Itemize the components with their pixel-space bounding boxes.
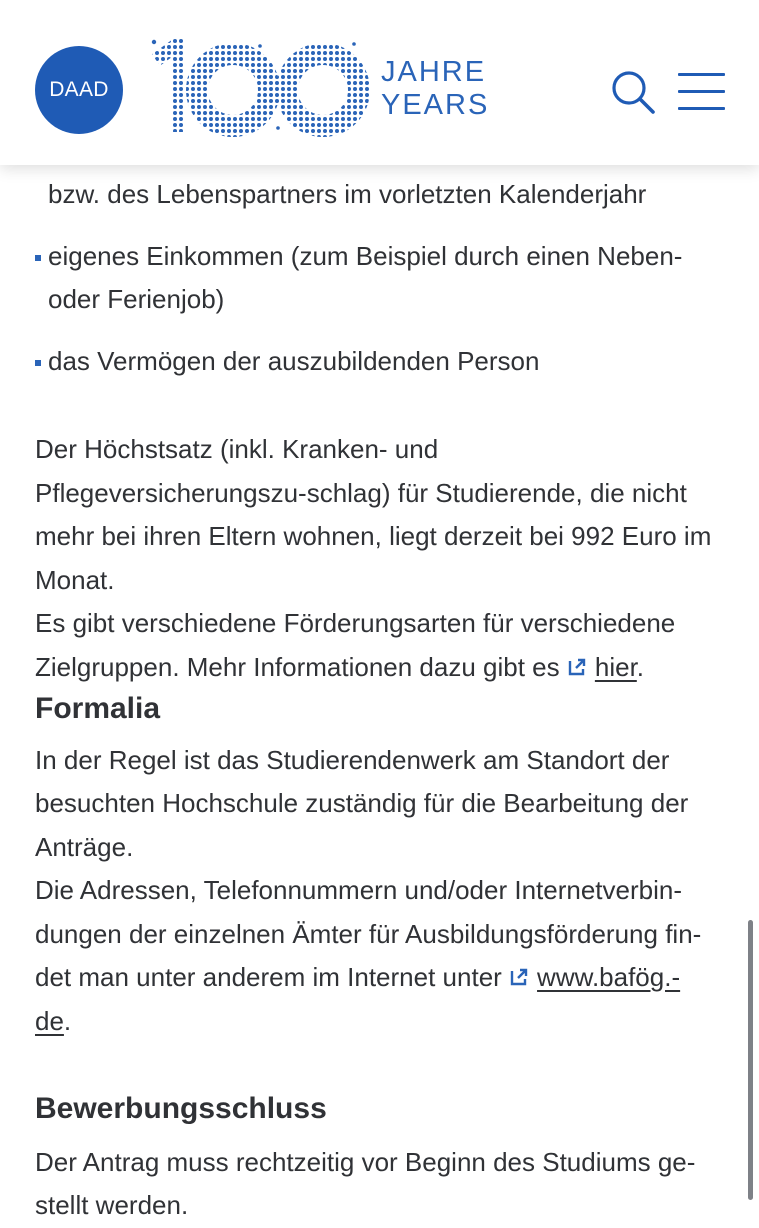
anniversary-line-2: YEARS xyxy=(381,89,490,121)
bafoeg-link[interactable]: www.bafög.-de xyxy=(35,962,681,1036)
scrollbar[interactable] xyxy=(748,920,753,1200)
anniversary-line-1: JAHRE xyxy=(381,56,487,88)
logo-text: DAAD xyxy=(49,78,109,101)
search-icon xyxy=(610,70,658,116)
anniversary-number: 100 xyxy=(260,134,262,135)
paragraph-max-rate: Der Höchstsatz (inkl. Kranken- und Pflegeversicherungszu-schlag) für Studierende, die nicht mehr bei ihren Eltern wohnen, liegt derzeit bei 992 Euro im Monat. xyxy=(35,434,712,595)
bullet-square-icon xyxy=(35,255,41,261)
anniversary-text xyxy=(381,56,489,122)
heading-bewerbungsschluss: Bewerbungsschluss xyxy=(35,1092,327,1125)
list-item xyxy=(35,235,715,322)
external-link-icon xyxy=(567,657,589,677)
search-button[interactable] xyxy=(610,70,658,116)
menu-button[interactable] xyxy=(678,71,726,113)
list-item-text: das Vermögen der auszubildenden Person xyxy=(48,345,540,376)
external-link-icon xyxy=(509,967,531,987)
paragraph-funding-types: Es gibt verschiedene Förderungsarten für verschiedene Zielgruppen. Mehr Informationen dazu gibt es hier. xyxy=(35,608,676,682)
site-header xyxy=(0,0,759,165)
bullet-square-icon xyxy=(35,360,41,366)
paragraph-formalia-2: Die Adressen, Telefonnummern und/oder Internetverbin-dungen der einzelnen Ämter für Ausbildungsförderung fin-det man unter anderem im Internet unter www.bafög.-de. xyxy=(35,875,702,1036)
main-content xyxy=(35,165,715,1228)
daad-logo[interactable] xyxy=(35,46,123,134)
heading-formalia: Formalia xyxy=(35,692,161,725)
paragraph-text: Es gibt verschiedene Förderungsarten für verschiedene Zielgruppen. Mehr Informationen dazu gibt es xyxy=(35,608,676,682)
hier-link[interactable]: hier xyxy=(594,651,637,682)
paragraph-deadline: Der Antrag muss rechtzeitig vor Beginn des Studiums ge-stellt werden. xyxy=(35,1146,696,1220)
list-item-text: eigenes Einkommen (zum Beispiel durch einen Neben-oder Ferienjob) xyxy=(48,240,683,314)
paragraph-text: Die Adressen, Telefonnummern und/oder Internetverbin-dungen der einzelnen Ämter für Ausbildungsförderung fin-det man unter anderem im Internet unter xyxy=(35,875,702,992)
list-item-text: bzw. des Lebenspartners im vorletzten Kalenderjahr xyxy=(48,179,647,209)
paragraph-formalia-1: In der Regel ist das Studierendenwerk am Standort der besuchten Hochschule zuständig für die Bearbeitung der Anträge. xyxy=(35,744,689,862)
list-item xyxy=(35,340,715,384)
list-item xyxy=(35,173,715,217)
anniversary-100-logo xyxy=(148,38,373,138)
